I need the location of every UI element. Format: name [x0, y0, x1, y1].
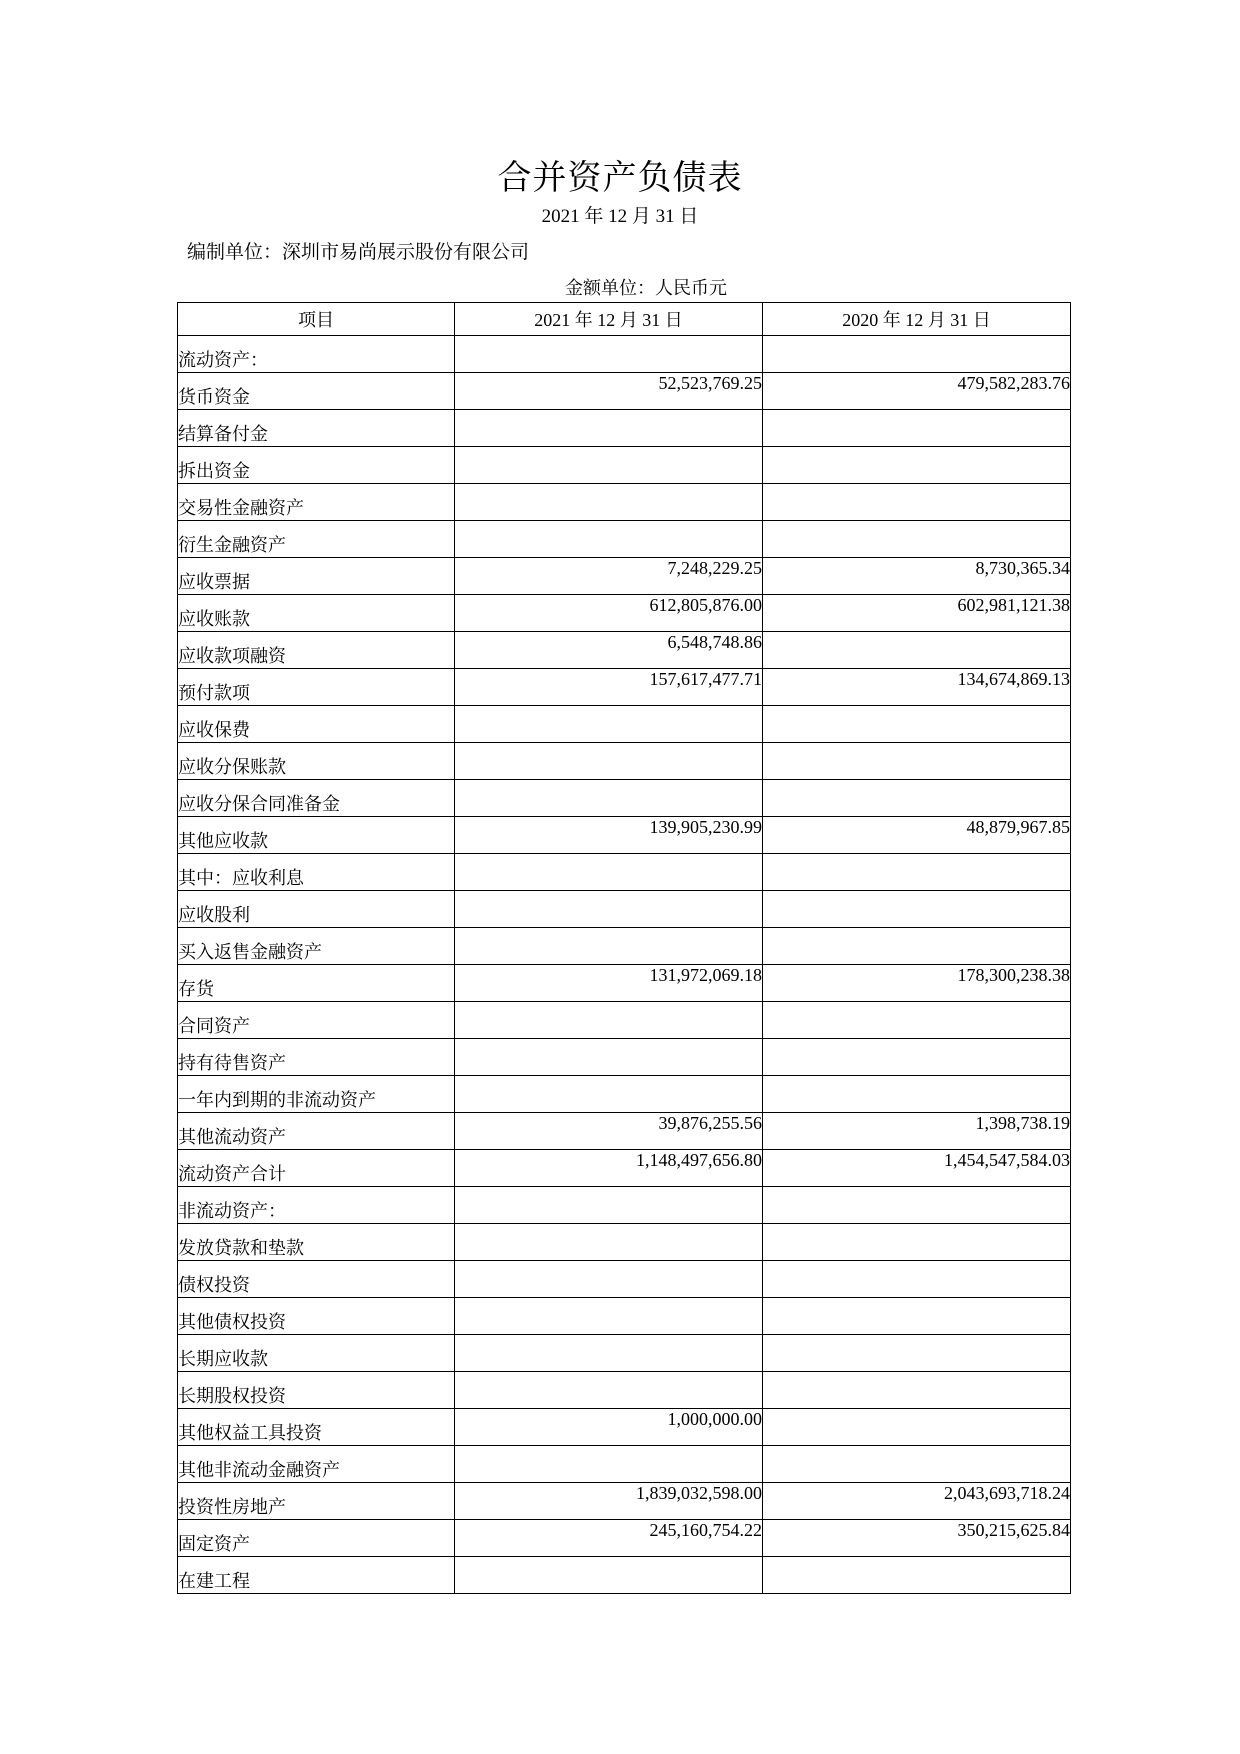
row-item-label: 在建工程 [178, 1557, 455, 1594]
table-row [178, 1076, 1071, 1113]
row-item-label: 非流动资产： [178, 1187, 455, 1224]
value-2020 [763, 410, 1071, 447]
value-2020: 350,215,625.84 [763, 1520, 1071, 1557]
table-row [178, 1002, 1071, 1039]
table-row [178, 1150, 1071, 1187]
table-row [178, 669, 1071, 706]
table-row [178, 854, 1071, 891]
table-row [178, 595, 1071, 632]
table-row [178, 743, 1071, 780]
row-item-label: 投资性房地产 [178, 1483, 455, 1520]
value-2020 [763, 632, 1071, 669]
row-item-label: 长期股权投资 [178, 1372, 455, 1409]
value-2021: 157,617,477.71 [455, 669, 763, 706]
value-2021 [455, 1557, 763, 1594]
table-row [178, 1261, 1071, 1298]
table-header-row [178, 303, 1071, 336]
row-item-label: 固定资产 [178, 1520, 455, 1557]
report-date: 2021 年 12 月 31 日 [541, 206, 699, 227]
row-item-label: 交易性金融资产 [178, 484, 455, 521]
table-row [178, 1557, 1071, 1594]
currency-unit: 金额单位：人民币元 [565, 278, 727, 299]
table-row [178, 780, 1071, 817]
value-2021 [455, 1224, 763, 1261]
row-item-label: 发放贷款和垫款 [178, 1224, 455, 1261]
table-row [178, 1483, 1071, 1520]
value-2020 [763, 447, 1071, 484]
value-2021: 139,905,230.99 [455, 817, 763, 854]
row-item-label: 结算备付金 [178, 410, 455, 447]
row-item-label: 其他流动资产 [178, 1113, 455, 1150]
value-2021 [455, 484, 763, 521]
row-item-label: 债权投资 [178, 1261, 455, 1298]
value-2021: 612,805,876.00 [455, 595, 763, 632]
row-item-label: 拆出资金 [178, 447, 455, 484]
table-row [178, 965, 1071, 1002]
value-2020: 602,981,121.38 [763, 595, 1071, 632]
value-2021 [455, 706, 763, 743]
row-item-label: 长期应收款 [178, 1335, 455, 1372]
value-2020 [763, 484, 1071, 521]
reporting-unit: 编制单位：深圳市易尚展示股份有限公司 [187, 241, 530, 263]
value-2020 [763, 1446, 1071, 1483]
header-item: 项目 [178, 303, 455, 336]
row-item-label: 衍生金融资产 [178, 521, 455, 558]
value-2021: 1,148,497,656.80 [455, 1150, 763, 1187]
value-2020 [763, 1557, 1071, 1594]
table-row [178, 447, 1071, 484]
value-2021 [455, 1261, 763, 1298]
header-2021-label: 2021 年 12 月 31 日 [534, 310, 683, 330]
value-2021 [455, 521, 763, 558]
value-2020: 2,043,693,718.24 [763, 1483, 1071, 1520]
row-item-label: 应收票据 [178, 558, 455, 595]
value-2021: 1,839,032,598.00 [455, 1483, 763, 1520]
value-2020 [763, 1076, 1071, 1113]
value-2021 [455, 780, 763, 817]
row-item-label: 货币资金 [178, 373, 455, 410]
row-item-label: 预付款项 [178, 669, 455, 706]
value-2021: 39,876,255.56 [455, 1113, 763, 1150]
table-row [178, 1446, 1071, 1483]
value-2021 [455, 743, 763, 780]
table-body [178, 336, 1071, 1594]
row-item-label: 一年内到期的非流动资产 [178, 1076, 455, 1113]
value-2021 [455, 1187, 763, 1224]
table-row [178, 484, 1071, 521]
header-2021 [455, 303, 763, 336]
balance-sheet-table [177, 302, 1071, 1594]
value-2021: 1,000,000.00 [455, 1409, 763, 1446]
value-2020 [763, 1409, 1071, 1446]
value-2020 [763, 1224, 1071, 1261]
row-item-label: 合同资产 [178, 1002, 455, 1039]
row-item-label: 其中：应收利息 [178, 854, 455, 891]
value-2021 [455, 1298, 763, 1335]
value-2020 [763, 1335, 1071, 1372]
value-2021 [455, 1335, 763, 1372]
value-2020 [763, 1039, 1071, 1076]
table-row [178, 1039, 1071, 1076]
table-row [178, 632, 1071, 669]
row-item-label: 应收分保账款 [178, 743, 455, 780]
row-item-label: 买入返售金融资产 [178, 928, 455, 965]
table-row [178, 558, 1071, 595]
value-2021 [455, 1039, 763, 1076]
row-item-label: 应收分保合同准备金 [178, 780, 455, 817]
value-2021 [455, 1076, 763, 1113]
value-2020: 134,674,869.13 [763, 669, 1071, 706]
value-2021 [455, 410, 763, 447]
value-2021 [455, 447, 763, 484]
table-row [178, 1520, 1071, 1557]
value-2021 [455, 1002, 763, 1039]
table-row [178, 1187, 1071, 1224]
value-2020 [763, 706, 1071, 743]
row-item-label: 其他债权投资 [178, 1298, 455, 1335]
value-2020: 479,582,283.76 [763, 373, 1071, 410]
row-item-label: 流动资产： [178, 336, 455, 373]
row-item-label: 其他非流动金融资产 [178, 1446, 455, 1483]
row-item-label: 持有待售资产 [178, 1039, 455, 1076]
value-2021 [455, 854, 763, 891]
header-2020-label: 2020 年 12 月 31 日 [842, 310, 991, 330]
value-2020 [763, 1372, 1071, 1409]
table-row [178, 336, 1071, 373]
table-row [178, 891, 1071, 928]
row-item-label: 其他应收款 [178, 817, 455, 854]
value-2020 [763, 1298, 1071, 1335]
value-2020 [763, 743, 1071, 780]
row-item-label: 存货 [178, 965, 455, 1002]
value-2020 [763, 891, 1071, 928]
value-2020: 1,454,547,584.03 [763, 1150, 1071, 1187]
table-row [178, 1409, 1071, 1446]
table-row [178, 1113, 1071, 1150]
table-row [178, 817, 1071, 854]
row-item-label: 流动资产合计 [178, 1150, 455, 1187]
value-2020 [763, 780, 1071, 817]
value-2021 [455, 1446, 763, 1483]
value-2020 [763, 1187, 1071, 1224]
header-2020 [763, 303, 1071, 336]
value-2021 [455, 891, 763, 928]
value-2021 [455, 1372, 763, 1409]
value-2021: 52,523,769.25 [455, 373, 763, 410]
value-2021: 131,972,069.18 [455, 965, 763, 1002]
value-2020 [763, 521, 1071, 558]
table-row [178, 1335, 1071, 1372]
table-row [178, 1224, 1071, 1261]
table-row [178, 521, 1071, 558]
table-row [178, 373, 1071, 410]
value-2020: 178,300,238.38 [763, 965, 1071, 1002]
value-2020 [763, 928, 1071, 965]
table-row [178, 1372, 1071, 1409]
value-2020: 8,730,365.34 [763, 558, 1071, 595]
value-2021: 245,160,754.22 [455, 1520, 763, 1557]
value-2020: 48,879,967.85 [763, 817, 1071, 854]
table-row [178, 706, 1071, 743]
document-title: 合并资产负债表 [497, 158, 743, 198]
row-item-label: 应收账款 [178, 595, 455, 632]
table-row [178, 1298, 1071, 1335]
value-2020 [763, 854, 1071, 891]
row-item-label: 应收款项融资 [178, 632, 455, 669]
value-2020 [763, 336, 1071, 373]
value-2020: 1,398,738.19 [763, 1113, 1071, 1150]
table-row [178, 410, 1071, 447]
row-item-label: 应收股利 [178, 891, 455, 928]
value-2020 [763, 1261, 1071, 1298]
value-2020 [763, 1002, 1071, 1039]
value-2021 [455, 928, 763, 965]
row-item-label: 应收保费 [178, 706, 455, 743]
value-2021: 6,548,748.86 [455, 632, 763, 669]
row-item-label: 其他权益工具投资 [178, 1409, 455, 1446]
value-2021: 7,248,229.25 [455, 558, 763, 595]
table-row [178, 928, 1071, 965]
value-2021 [455, 336, 763, 373]
